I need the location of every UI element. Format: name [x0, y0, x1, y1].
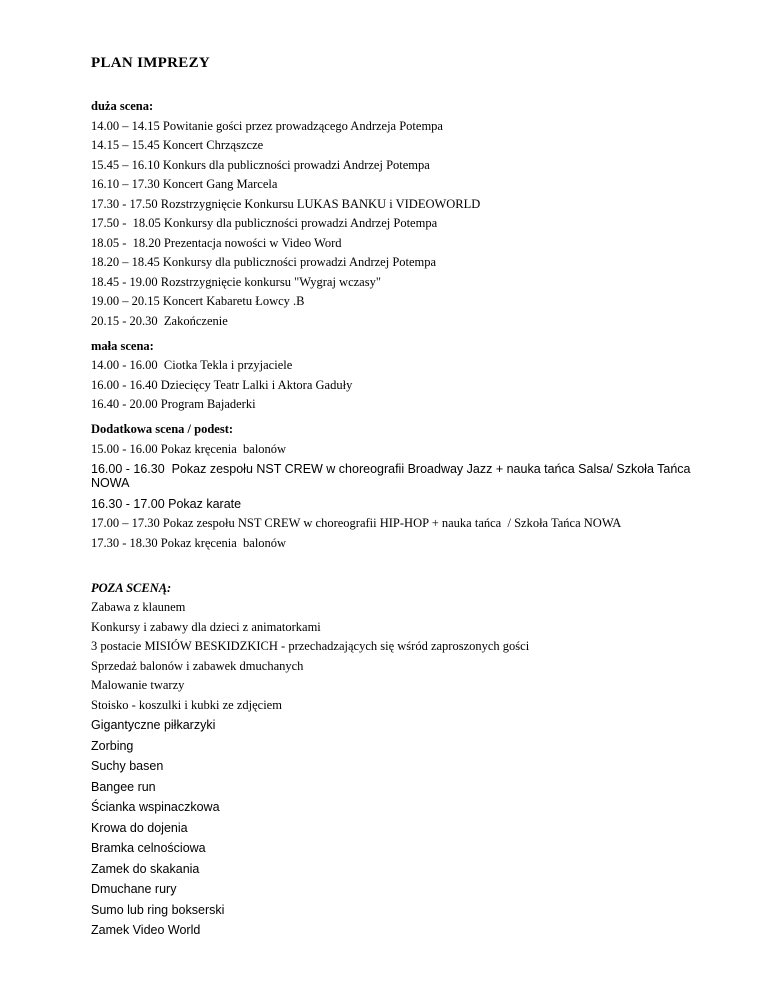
schedule-line: 15.45 – 16.10 Konkurs dla publiczności prowadzi Andrzej Potempa — [91, 157, 430, 172]
schedule-line: Gigantyczne piłkarzyki — [91, 718, 216, 732]
schedule-line: Zamek Video World — [91, 923, 201, 937]
schedule-section — [91, 423, 698, 550]
schedule-line: Dmuchane rury — [91, 882, 177, 896]
schedule-line: 16.30 - 17.00 Pokaz karate — [91, 496, 242, 511]
schedule-line: 16.40 - 20.00 Program Bajaderki — [91, 397, 256, 411]
section-heading: POZA SCENĄ: — [91, 580, 172, 595]
schedule-line: Zabawa z klaunem — [91, 600, 186, 614]
sections-container — [91, 100, 698, 937]
schedule-line: 17.30 - 18.30 Pokaz kręcenia balonów — [91, 535, 287, 550]
schedule-line: 16.00 - 16.40 Dziecięcy Teatr Lalki i Aktora Gaduły — [91, 377, 353, 392]
schedule-line: Konkursy i zabawy dla dzieci z animatorkami — [91, 619, 321, 634]
schedule-line: Sumo lub ring bokserski — [91, 902, 225, 917]
schedule-line: 14.00 - 16.00 Ciotka Tekla i przyjaciele — [91, 358, 293, 372]
schedule-line: 14.15 – 15.45 Koncert Chrząszcze — [91, 138, 264, 152]
schedule-line: Ścianka wspinaczkowa — [91, 800, 220, 814]
schedule-line: 17.50 - 18.05 Konkursy dla publiczności prowadzi Andrzej Potempa — [91, 216, 438, 230]
section-heading: mała scena: — [91, 338, 154, 353]
schedule-line: 17.30 - 17.50 Rozstrzygnięcie Konkursu LUKAS BANKU i VIDEOWORLD — [91, 196, 481, 211]
schedule-section — [91, 582, 698, 938]
schedule-line: Malowanie twarzy — [91, 678, 185, 692]
schedule-line: 19.00 – 20.15 Koncert Kabaretu Łowcy .B — [91, 294, 305, 308]
schedule-section — [91, 100, 698, 328]
schedule-line: Bramka celnościowa — [91, 841, 206, 855]
schedule-line: 16.10 – 17.30 Koncert Gang Marcela — [91, 177, 278, 191]
section-heading: duża scena: — [91, 99, 154, 113]
schedule-line: 3 postacie MISIÓW BESKIDZKICH - przechadzających się wśród zaproszonych gości — [91, 639, 530, 653]
schedule-line: 16.00 - 16.30 Pokaz zespołu NST CREW w choreografii Broadway Jazz + nauka tańca Salsa/ Szkoła Tańca NOWA — [91, 462, 694, 490]
schedule-line: Zorbing — [91, 738, 134, 753]
schedule-line: 18.20 – 18.45 Konkursy dla publiczności prowadzi Andrzej Potempa — [91, 255, 437, 269]
schedule-line: 20.15 - 20.30 Zakończenie — [91, 313, 228, 328]
schedule-line: Bangee run — [91, 779, 156, 794]
schedule-line: Sprzedaż balonów i zabawek dmuchanych — [91, 658, 304, 673]
schedule-line: Krowa do dojenia — [91, 820, 188, 835]
schedule-line: 17.00 – 17.30 Pokaz zespołu NST CREW w choreografii HIP-HOP + nauka tańca / Szkoła Tańca NOWA — [91, 516, 622, 530]
section-heading: Dodatkowa scena / podest: — [91, 422, 234, 436]
schedule-line: Suchy basen — [91, 759, 164, 773]
schedule-section — [91, 340, 698, 412]
schedule-line: 18.05 - 18.20 Prezentacja nowości w Video Word — [91, 235, 342, 250]
schedule-line: 18.45 - 19.00 Rozstrzygnięcie konkursu "Wygraj wczasy" — [91, 274, 381, 289]
schedule-line: 14.00 – 14.15 Powitanie gości przez prowadzącego Andrzeja Potempa — [91, 118, 443, 133]
schedule-line: Zamek do skakania — [91, 861, 200, 876]
schedule-line: Stoisko - koszulki i kubki ze zdjęciem — [91, 697, 282, 712]
schedule-line: 15.00 - 16.00 Pokaz kręcenia balonów — [91, 441, 287, 456]
page-title: PLAN IMPREZY — [91, 55, 211, 71]
